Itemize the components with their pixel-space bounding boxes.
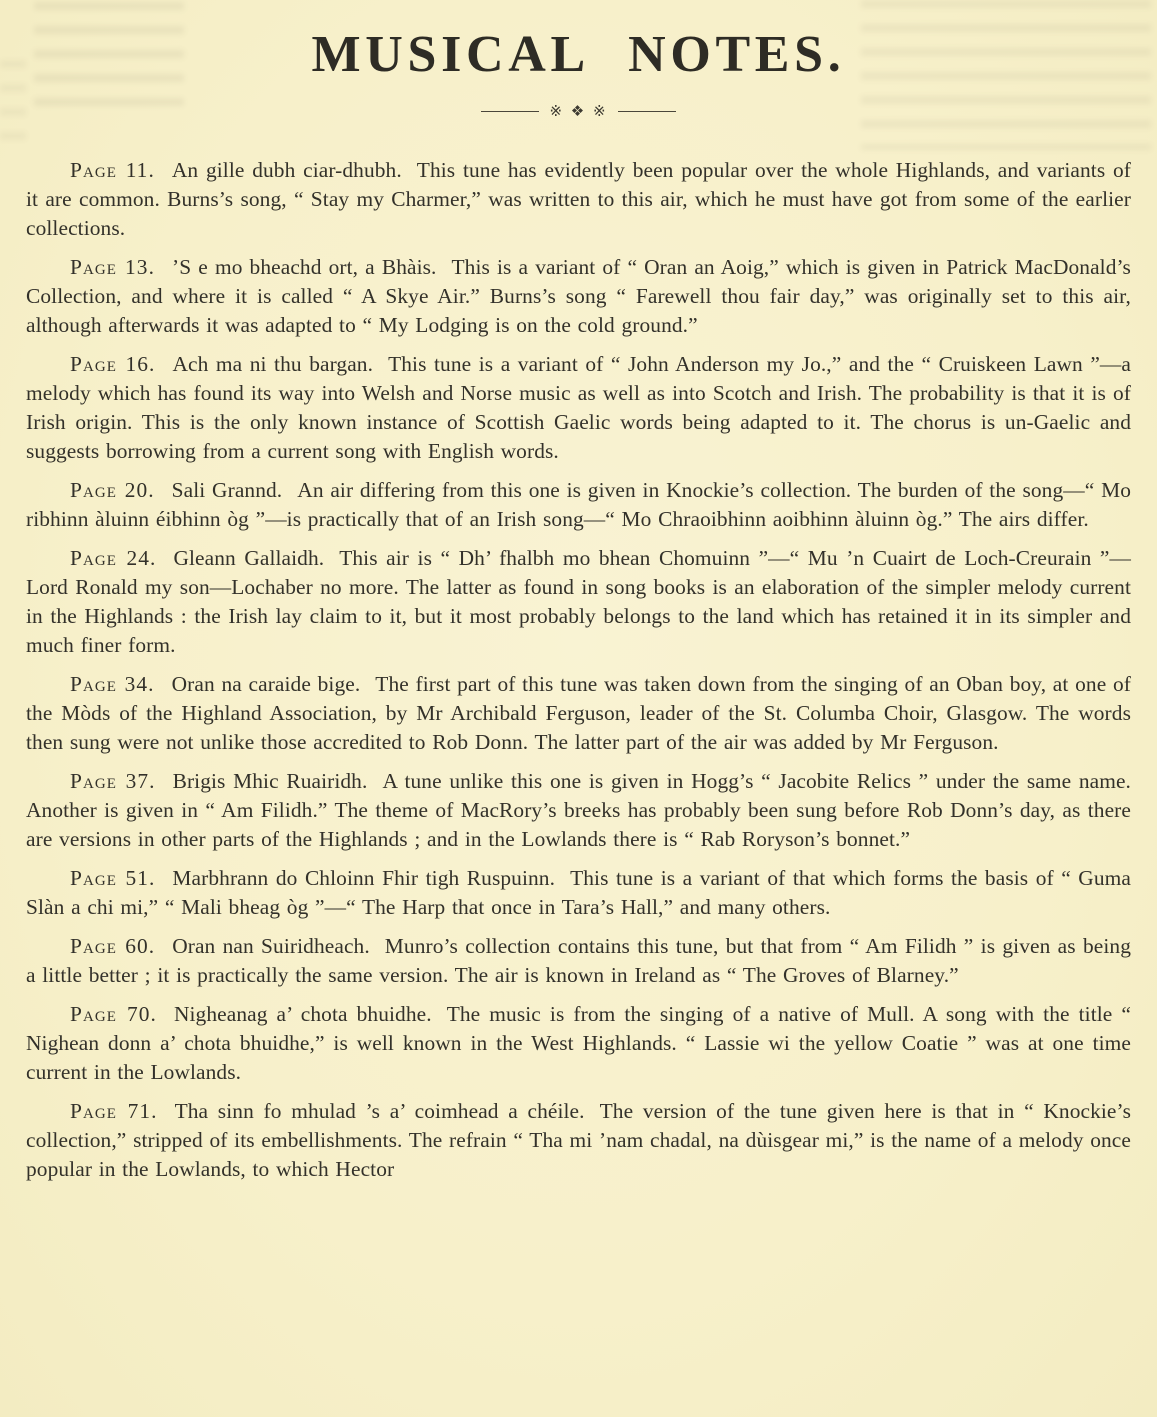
note-entry-page-37 [26, 767, 1131, 854]
note-entry-page-24 [26, 544, 1131, 660]
note-text: This air is “ Dh’ fhalbh mo bhean Chomuinn ”—“ Mu ’n Cuairt de Loch-Creurain ”—Lord Ronald my son—Lochaber no more. The latter as found in song books is an elaboration of the simpler melody current in the Highlands : the Irish lay claim to it, but it most probably belongs to the land which has retained it in its simpler and much finer form. [26, 546, 1131, 657]
note-entry-page-71 [26, 1097, 1131, 1184]
note-text: This tune has evidently been popular over the whole Highlands, and variants of it are common. Burns’s song, “ Stay my Charmer,” was written to this air, which he must have got from some of the earlier collections. [26, 158, 1131, 240]
note-text: A tune unlike this one is given in Hogg’s “ Jacobite Relics ” under the same name. Another is given in “ Am Filidh.” The theme of MacRory’s breeks has probably been sung before Rob Donn’s day, as there are versions in other parts of the Highlands ; and in the Lowlands there is “ Rab Roryson’s bonnet.” [26, 769, 1131, 851]
note-text: Munro’s collection contains this tune, but that from “ Am Filidh ” is given as being a little better ; it is practically the same version. The air is known in Ireland as “ The Groves of Blarney.” [26, 934, 1131, 987]
page-number-label: Page 20. [70, 478, 155, 502]
tune-title: An gille dubh ciar-dhubh. [171, 158, 402, 182]
tune-title: Oran nan Suiridheach. [172, 934, 370, 958]
note-text: The version of the tune given here is that in “ Knockie’s collection,” stripped of its embellishments. The refrain “ Tha mi ’nam chadal, na dùisgear mi,” is the name of a melody once popular in the Lowlands, to which Hector [26, 1099, 1131, 1181]
note-text: This tune is a variant of that which forms the basis of “ Guma Slàn a chi mi,” “ Mali bheag òg ”—“ The Harp that once in Tara’s Hall,” and many others. [26, 866, 1131, 919]
page-number-label: Page 16. [70, 352, 156, 376]
note-text: This is a variant of “ Oran an Aoig,” which is given in Patrick MacDonald’s Collection, and where it is called “ A Skye Air.” Burns’s song “ Farewell thou fair day,” was originally set to this air, although afterwards it was adapted to “ My Lodging is on the cold ground.” [26, 255, 1131, 337]
note-entry-page-34 [26, 670, 1131, 757]
page-number-label: Page 60. [70, 934, 156, 958]
note-entry-page-60 [26, 932, 1131, 990]
tune-title: Ach ma ni thu bargan. [172, 352, 374, 376]
tune-title: Marbhrann do Chloinn Fhir tigh Ruspuinn. [172, 866, 556, 890]
tune-title: Tha sinn fo mhulad ’s a’ coimhead a chéile. [174, 1099, 585, 1123]
tune-title: Gleann Gallaidh. [173, 546, 325, 570]
page-number-label: Page 11. [70, 158, 155, 182]
divider-rule-right [618, 111, 676, 112]
page-number-label: Page 24. [70, 546, 157, 570]
note-entry-page-51 [26, 864, 1131, 922]
note-text: The first part of this tune was taken down from the singing of an Oban boy, at one of the Mòds of the Highland Association, by Mr Archibald Ferguson, leader of the St. Columba Choir, Glasgow. The words then sung were not unlike those accredited to Rob Donn. The latter part of the air was added by Mr Ferguson. [26, 672, 1131, 754]
note-entry-page-13 [26, 253, 1131, 340]
notes-body [26, 156, 1131, 1184]
page-number-label: Page 37. [70, 769, 156, 793]
tune-title: Nigheanag a’ chota bhuidhe. [173, 1002, 432, 1026]
ornament-divider [26, 100, 1131, 122]
note-entry-page-16 [26, 350, 1131, 466]
note-entry-page-20 [26, 476, 1131, 534]
note-text: The music is from the singing of a native of Mull. A song with the title “ Nighean donn a’ chota bhuidhe,” is well known in the West Highlands. “ Lassie wi the yellow Coatie ” was at one time current in the Lowlands. [26, 1002, 1131, 1084]
page-number-label: Page 13. [70, 255, 155, 279]
tune-title: ’S e mo bheachd ort, a Bhàis. [172, 255, 437, 279]
note-entry-page-70 [26, 1000, 1131, 1087]
ornament-glyphs: ※ ❖ ※ [549, 102, 608, 120]
note-text: This tune is a variant of “ John Anderson my Jo.,” and the “ Cruiskeen Lawn ”—a melody which has found its way into Welsh and Norse music as well as into Scotch and Irish. The probability is that it is of Irish origin. This is the only known instance of Scottish Gaelic words being adapted to it. The chorus is un-Gaelic and suggests borrowing from a current song with English words. [26, 352, 1131, 463]
page-number-label: Page 71. [70, 1099, 158, 1123]
tune-title: Oran na caraide bige. [171, 672, 361, 696]
divider-rule-left [481, 111, 539, 112]
page-number-label: Page 70. [70, 1002, 157, 1026]
tune-title: Sali Grannd. [171, 478, 283, 502]
page-title: MUSICAL NOTES. [311, 26, 846, 83]
tune-title: Brigis Mhic Ruairidh. [172, 769, 368, 793]
page-number-label: Page 51. [70, 866, 156, 890]
ink-showthrough-left-edge [0, 60, 26, 150]
note-text: An air differing from this one is given in Knockie’s collection. The burden of the song—“ Mo ribhinn àluinn éibhinn òg ”—is practically that of an Irish song—“ Mo Chraoibhinn aoibhinn àluinn òg.” The airs differ. [26, 478, 1131, 531]
page-number-label: Page 34. [70, 672, 155, 696]
note-entry-page-11 [26, 156, 1131, 243]
